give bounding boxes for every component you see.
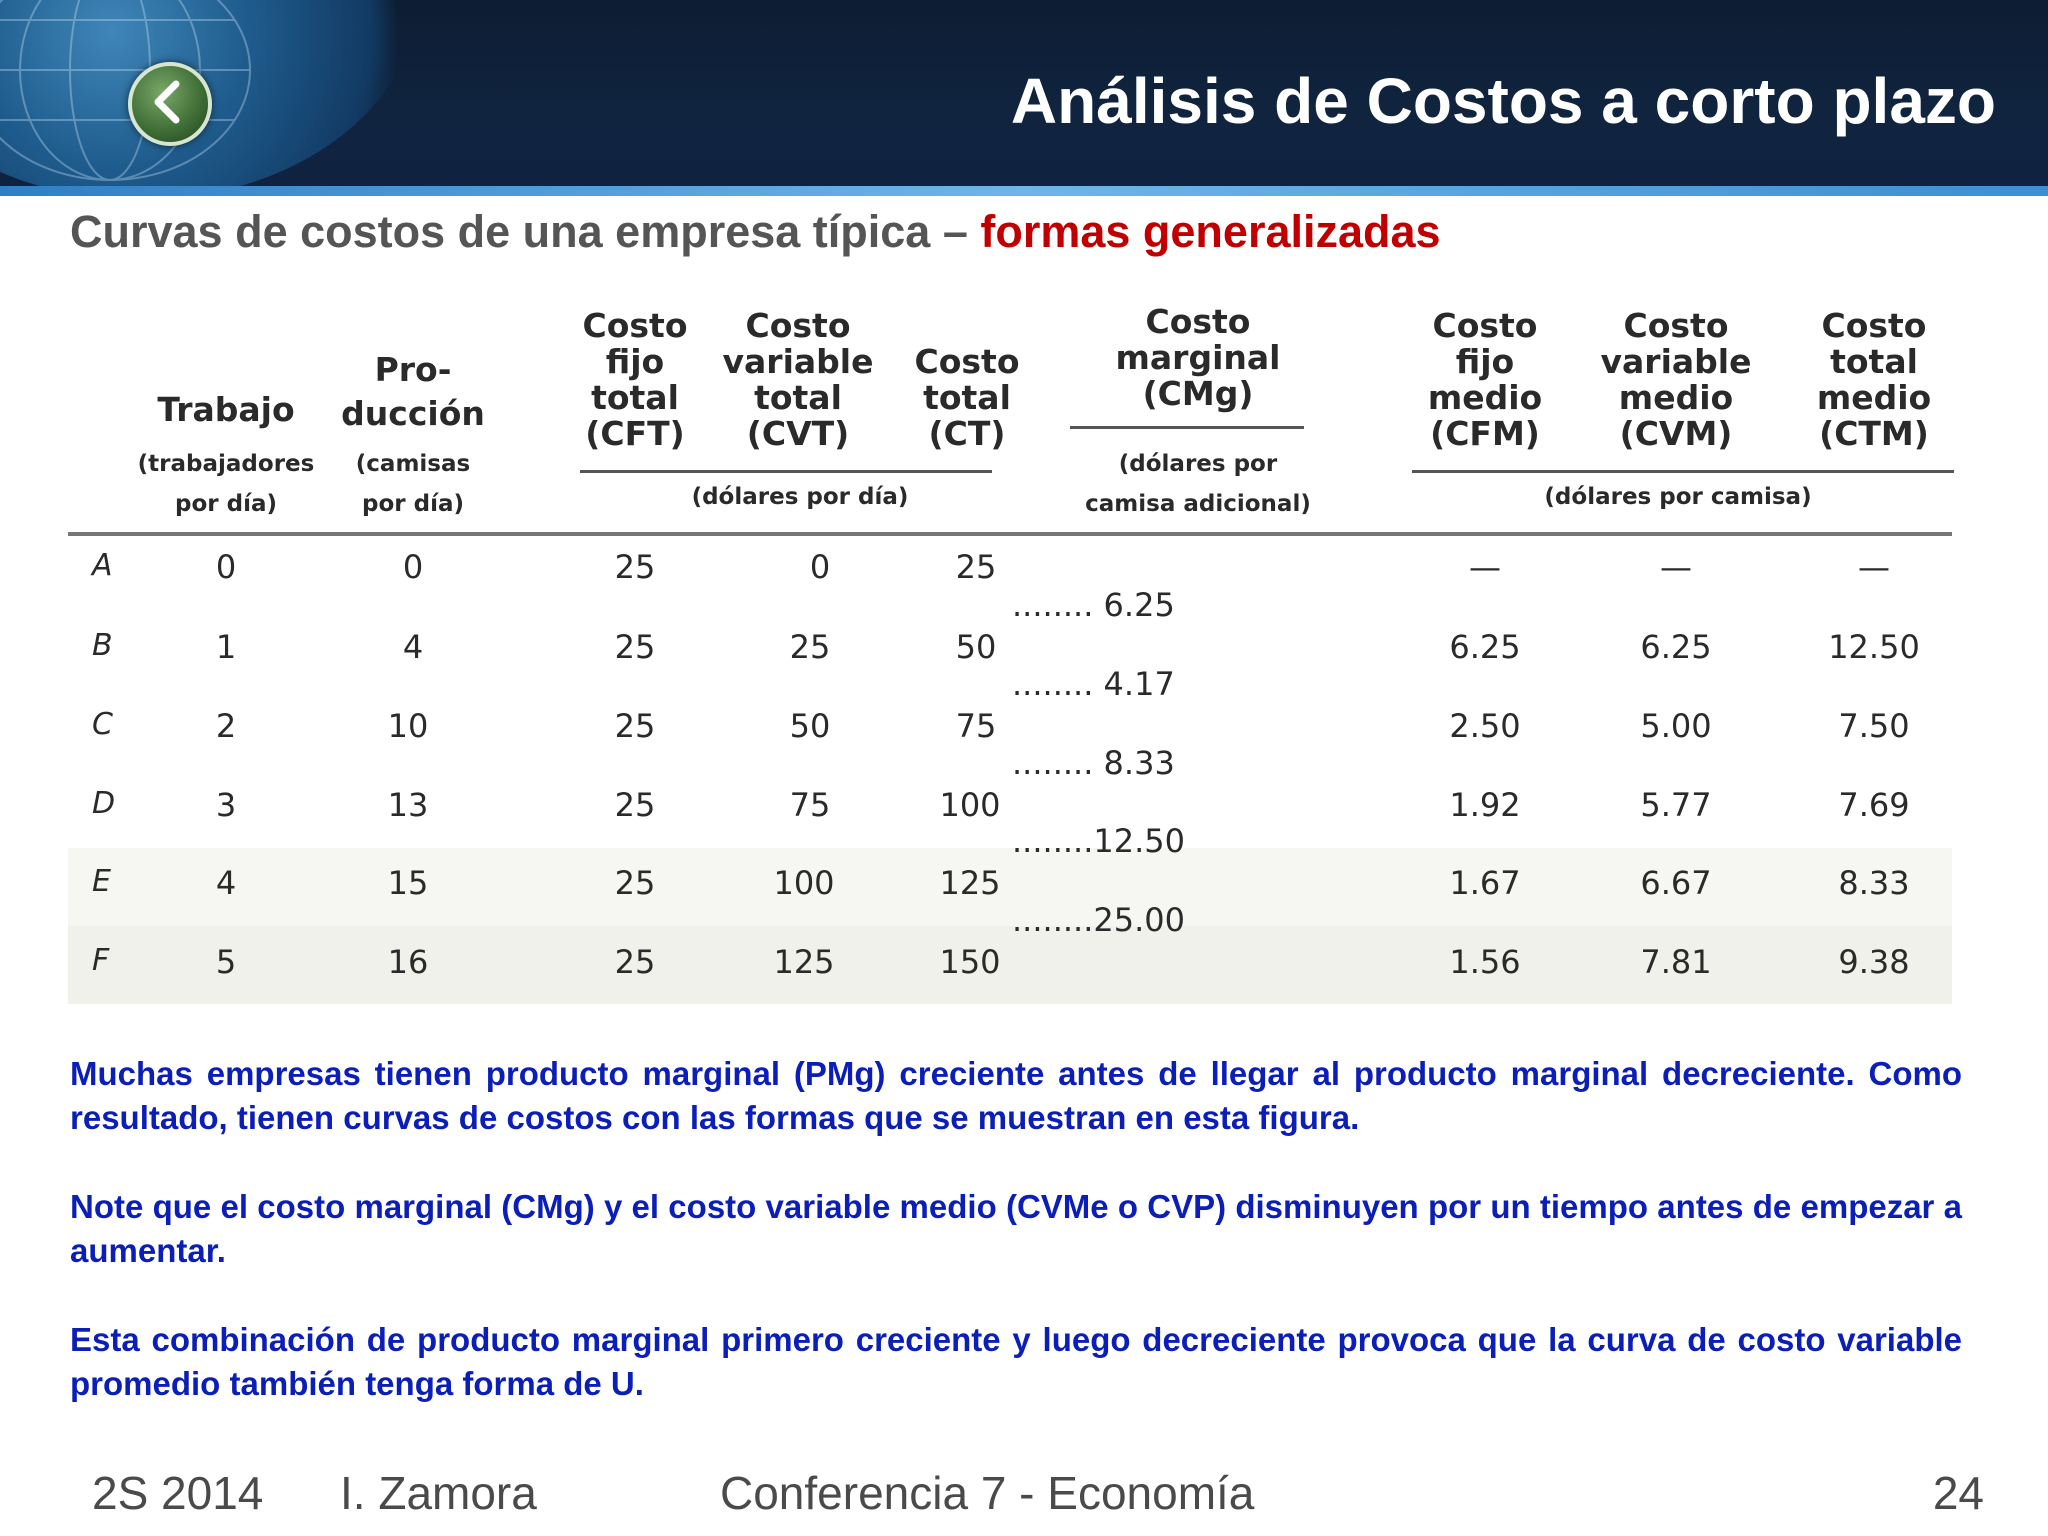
slide-subtitle [70, 206, 1441, 258]
rule-cmg [1070, 426, 1304, 429]
row-label: A [92, 548, 113, 583]
header-cft [583, 308, 688, 452]
header-line: (CMg) [1142, 374, 1254, 413]
slide-header [0, 0, 2048, 186]
cell-trabajo: 4 [215, 864, 237, 902]
cell-ct: 125 [939, 864, 1001, 902]
cell-produccion: 15 [387, 864, 429, 902]
header-line: fijo [1455, 342, 1515, 381]
unit-line: (camisas [355, 451, 471, 477]
header-ctm [1817, 308, 1931, 452]
footer-page-number: 24 [1932, 1467, 1984, 1519]
unit-line: (dólares por [1118, 451, 1278, 477]
subtitle-main: Curvas de costos de una empresa típica – [70, 206, 981, 257]
marginal-value: 12.50 [1093, 822, 1185, 860]
cost-table [68, 300, 1952, 1000]
leader-dots: ........ [1012, 744, 1094, 782]
cell-trabajo: 5 [215, 943, 237, 981]
cell-cvt: 25 [789, 628, 831, 666]
header-line: medio [1427, 378, 1543, 417]
header-line: (CTM) [1819, 414, 1929, 453]
footer-term: 2S 2014 [92, 1467, 264, 1519]
cell-ctm: 7.69 [1838, 786, 1910, 824]
cell-cvt: 0 [809, 548, 831, 586]
cell-ct: 75 [955, 707, 997, 745]
cell-trabajo: 1 [215, 628, 237, 666]
cell-ct: 150 [939, 943, 1001, 981]
header-line: Costo [745, 306, 851, 345]
cell-cvm: 5.77 [1640, 786, 1712, 824]
cell-cfm: 1.56 [1449, 943, 1521, 981]
cell-trabajo: 3 [215, 786, 237, 824]
header-line: ducción [341, 394, 485, 433]
marginal-value: 6.25 [1103, 586, 1175, 624]
cell-cvm: 6.67 [1640, 864, 1712, 902]
row-label: E [92, 864, 111, 899]
header-line: medio [1618, 378, 1734, 417]
cell-cfm: 1.92 [1449, 786, 1521, 824]
cell-produccion: 10 [387, 707, 429, 745]
header-line: Costo [1432, 306, 1538, 345]
footer-course: Conferencia 7 - Economía [720, 1467, 1255, 1519]
marginal-cost-row [1012, 901, 1185, 939]
header-cmg-unit [1085, 444, 1311, 524]
footer-author: I. Zamora [340, 1467, 537, 1519]
cell-cvt: 50 [789, 707, 831, 745]
unit-line: por día) [175, 491, 277, 517]
rule-day-group [580, 470, 992, 473]
cell-trabajo: 2 [215, 707, 237, 745]
unit-day-group: (dólares por día) [691, 484, 909, 510]
header-cfm [1428, 308, 1542, 452]
cell-cft: 25 [614, 864, 656, 902]
paragraph-1: Muchas empresas tienen producto marginal (PMg) creciente antes de llegar al producto marginal decreciente. Como resultado, tienen curvas de costos con las formas que se muestran en esta figura. [70, 1055, 1962, 1136]
back-button[interactable] [128, 62, 212, 146]
marginal-value: 4.17 [1103, 665, 1175, 703]
header-line: variable [1600, 342, 1752, 381]
cell-ctm: — [1858, 548, 1890, 586]
header-line: (CVT) [746, 414, 850, 453]
header-line: Costo [1821, 306, 1927, 345]
leader-dots: ........ [1012, 586, 1094, 624]
marginal-cost-row [1012, 744, 1175, 782]
marginal-value: 25.00 [1093, 901, 1185, 939]
cell-produccion: 16 [387, 943, 429, 981]
cell-ctm: 7.50 [1838, 707, 1910, 745]
row-label: C [92, 707, 113, 742]
header-produccion [341, 348, 485, 436]
marginal-cost-row [1012, 586, 1175, 624]
header-line: (CFT) [585, 414, 685, 453]
cell-ctm: 12.50 [1828, 628, 1920, 666]
chevron-left-icon [146, 78, 190, 126]
cell-cft: 25 [614, 707, 656, 745]
cell-produccion: 0 [402, 548, 424, 586]
cell-cft: 25 [614, 786, 656, 824]
header-line: Costo [1623, 306, 1729, 345]
header-line: Costo [582, 306, 688, 345]
header-line: (CVM) [1619, 414, 1733, 453]
cell-produccion: 13 [387, 786, 429, 824]
cell-cvm: 7.81 [1640, 943, 1712, 981]
cell-cvt: 125 [773, 943, 835, 981]
cell-cfm: 2.50 [1449, 707, 1521, 745]
cell-ct: 100 [939, 786, 1001, 824]
cell-cfm: 6.25 [1449, 628, 1521, 666]
header-line: marginal [1115, 338, 1281, 377]
header-line: variable [722, 342, 874, 381]
marginal-cost-row [1012, 822, 1185, 860]
header-cmg [1116, 304, 1281, 412]
cell-cvm: 5.00 [1640, 707, 1712, 745]
cell-cft: 25 [614, 943, 656, 981]
header-line: (CT) [928, 414, 1006, 453]
row-label: D [92, 786, 116, 821]
header-line: Trabajo [157, 390, 295, 429]
paragraph-2: Note que el costo marginal (CMg) y el costo variable medio (CVMe o CVP) disminuyen por un tiempo antes de empezar a aumentar. [70, 1188, 1962, 1269]
header-line: medio [1816, 378, 1932, 417]
cell-trabajo: 0 [215, 548, 237, 586]
cell-cfm: — [1469, 548, 1501, 586]
header-trabajo [157, 392, 294, 428]
cell-cft: 25 [614, 548, 656, 586]
rule-shirt-group [1412, 470, 1954, 473]
header-cvt [723, 308, 874, 452]
cell-ct: 25 [955, 548, 997, 586]
leader-dots: ........ [1012, 665, 1094, 703]
header-line: total [1830, 342, 1918, 381]
cell-ct: 50 [955, 628, 997, 666]
header-line: total [591, 378, 679, 417]
unit-line: (trabajadores [137, 451, 315, 477]
cell-produccion: 4 [402, 628, 424, 666]
cell-ctm: 8.33 [1838, 864, 1910, 902]
cell-cvm: 6.25 [1640, 628, 1712, 666]
table-header-rule [68, 532, 1952, 536]
header-line: Pro- [374, 350, 452, 389]
header-line: (CFM) [1430, 414, 1540, 453]
cell-cvm: — [1660, 548, 1692, 586]
leader-dots: ........ [1012, 822, 1094, 860]
header-ct [915, 344, 1020, 452]
header-cvm [1601, 308, 1752, 452]
marginal-cost-row [1012, 665, 1175, 703]
unit-shirt-group: (dólares por camisa) [1544, 484, 1812, 510]
unit-line: camisa adicional) [1085, 491, 1311, 517]
paragraph-3: Esta combinación de producto marginal primero creciente y luego decreciente provoca que la curva de costo variable promedio también tenga forma de U. [70, 1321, 1962, 1402]
subtitle-highlight: formas generalizadas [980, 206, 1441, 257]
unit-line: por día) [361, 491, 464, 517]
slide-title: Análisis de Costos a corto plazo [1010, 65, 1996, 137]
header-trabajo-unit [138, 444, 315, 524]
row-label: F [92, 943, 110, 978]
header-produccion-unit [356, 444, 470, 524]
header-line: total [923, 378, 1011, 417]
header-line: Costo [1145, 302, 1251, 341]
cell-cft: 25 [614, 628, 656, 666]
marginal-value: 8.33 [1103, 744, 1175, 782]
cell-cvt: 100 [773, 864, 835, 902]
header-line: fijo [605, 342, 665, 381]
cell-cvt: 75 [789, 786, 831, 824]
header-line: total [754, 378, 842, 417]
cell-cfm: 1.67 [1449, 864, 1521, 902]
header-stripe [0, 186, 2048, 196]
header-line: Costo [914, 342, 1020, 381]
row-label: B [92, 628, 113, 663]
cell-ctm: 9.38 [1838, 943, 1910, 981]
leader-dots: ........ [1012, 901, 1094, 939]
